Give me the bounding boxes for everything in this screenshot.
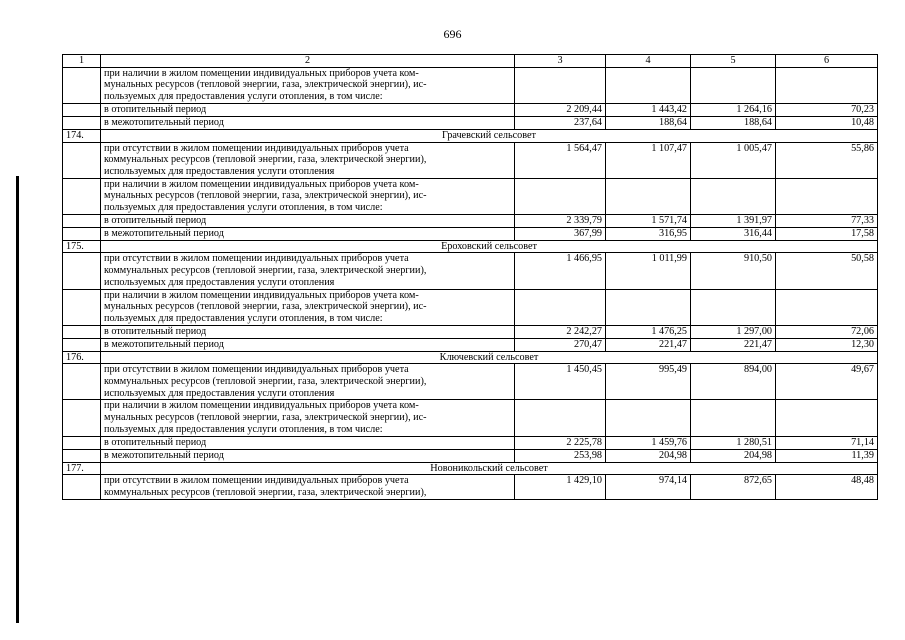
description-cell: в межотопительный период [101,227,515,240]
index-cell [63,449,101,462]
value-cell: 1 571,74 [606,214,691,227]
header-cell: 4 [606,55,691,68]
table-row [63,214,878,227]
description-cell: в межотопительный период [101,338,515,351]
index-cell [63,227,101,240]
table-row [63,178,878,214]
value-cell: 72,06 [776,325,878,338]
value-cell: 872,65 [691,475,776,499]
index-cell [63,116,101,129]
description-cell: при наличии в жилом помещении индивидуальных приборов учета ком- мунальных ресурсов (тепловой энергии, газа, электрической энергии), ис- пользуемых для предоставления услуги отопления, в том числе: [101,400,515,436]
value-cell: 237,64 [515,116,606,129]
section-number: 176. [63,351,101,364]
index-cell [63,178,101,214]
table-row [63,400,878,436]
value-cell [515,289,606,325]
value-cell: 974,14 [606,475,691,499]
value-cell: 1 450,45 [515,364,606,400]
description-cell: при отсутствии в жилом помещении индивидуальных приборов учета коммунальных ресурсов (тепловой энергии, газа, электрической энергии), [101,475,515,499]
table-row [63,436,878,449]
description-cell: в межотопительный период [101,449,515,462]
index-cell [63,289,101,325]
table-row [63,142,878,178]
table-row [63,103,878,116]
table-row [63,475,878,499]
header-cell: 6 [776,55,878,68]
value-cell [691,289,776,325]
table-row [63,289,878,325]
header-row [63,55,878,68]
value-cell: 2 339,79 [515,214,606,227]
section-title: Новоникольский сельсовет [101,462,878,475]
value-cell [776,178,878,214]
header-cell: 3 [515,55,606,68]
description-cell: при наличии в жилом помещении индивидуальных приборов учета ком- мунальных ресурсов (тепловой энергии, газа, электрической энергии), ис- пользуемых для предоставления услуги отопления, в том числе: [101,178,515,214]
value-cell: 1 564,47 [515,142,606,178]
value-cell [515,400,606,436]
value-cell: 1 011,99 [606,253,691,289]
table-body [63,55,878,500]
value-cell: 995,49 [606,364,691,400]
section-title: Ероховский сельсовет [101,240,878,253]
page-number: 696 [443,27,462,41]
index-cell [63,253,101,289]
section-number: 175. [63,240,101,253]
value-cell: 188,64 [691,116,776,129]
value-cell: 11,39 [776,449,878,462]
table-row [63,325,878,338]
value-cell: 50,58 [776,253,878,289]
value-cell: 10,48 [776,116,878,129]
description-cell: в отопительный период [101,103,515,116]
value-cell: 12,30 [776,338,878,351]
section-title: Ключевский сельсовет [101,351,878,364]
description-cell: при наличии в жилом помещении индивидуальных приборов учета ком- мунальных ресурсов (тепловой энергии, газа, электрической энергии), ис- пользуемых для предоставления услуги отопления, в том числе: [101,67,515,103]
value-cell [515,67,606,103]
header-cell: 5 [691,55,776,68]
value-cell [606,67,691,103]
value-cell: 1 391,97 [691,214,776,227]
value-cell [776,289,878,325]
index-cell [63,142,101,178]
value-cell: 77,33 [776,214,878,227]
value-cell: 1 297,00 [691,325,776,338]
index-cell [63,103,101,116]
description-cell: в межотопительный период [101,116,515,129]
table-row [63,449,878,462]
value-cell [776,67,878,103]
table-row [63,116,878,129]
value-cell: 1 005,47 [691,142,776,178]
header-cell: 2 [101,55,515,68]
tariff-table [62,54,878,500]
value-cell: 221,47 [691,338,776,351]
value-cell: 70,23 [776,103,878,116]
value-cell: 221,47 [606,338,691,351]
description-cell: при отсутствии в жилом помещении индивидуальных приборов учета коммунальных ресурсов (тепловой энергии, газа, электрической энергии), используемых для предоставления услуги отопления [101,253,515,289]
section-number: 174. [63,129,101,142]
value-cell [691,178,776,214]
value-cell: 1 429,10 [515,475,606,499]
description-cell: при отсутствии в жилом помещении индивидуальных приборов учета коммунальных ресурсов (тепловой энергии, газа, электрической энергии), используемых для предоставления услуги отопления [101,142,515,178]
description-cell: в отопительный период [101,214,515,227]
value-cell [691,67,776,103]
value-cell: 367,99 [515,227,606,240]
section-row [63,462,878,475]
value-cell: 2 242,27 [515,325,606,338]
description-cell: в отопительный период [101,325,515,338]
section-number: 177. [63,462,101,475]
value-cell [776,400,878,436]
value-cell: 55,86 [776,142,878,178]
index-cell [63,67,101,103]
header-cell: 1 [63,55,101,68]
table-row [63,253,878,289]
value-cell: 49,67 [776,364,878,400]
value-cell [606,289,691,325]
value-cell: 48,48 [776,475,878,499]
value-cell: 1 466,95 [515,253,606,289]
table-row [63,364,878,400]
index-cell [63,364,101,400]
value-cell: 253,98 [515,449,606,462]
value-cell: 1 476,25 [606,325,691,338]
table-row [63,67,878,103]
index-cell [63,400,101,436]
value-cell: 1 443,42 [606,103,691,116]
value-cell: 2 209,44 [515,103,606,116]
value-cell: 188,64 [606,116,691,129]
description-cell: в отопительный период [101,436,515,449]
description-cell: при наличии в жилом помещении индивидуальных приборов учета ком- мунальных ресурсов (тепловой энергии, газа, электрической энергии), ис- пользуемых для предоставления услуги отопления, в том числе: [101,289,515,325]
table-row [63,227,878,240]
section-title: Грачевский сельсовет [101,129,878,142]
value-cell [515,178,606,214]
index-cell [63,214,101,227]
scan-edge-bar [16,176,19,623]
value-cell: 1 280,51 [691,436,776,449]
table-row [63,338,878,351]
value-cell: 204,98 [606,449,691,462]
value-cell: 204,98 [691,449,776,462]
value-cell: 17,58 [776,227,878,240]
value-cell: 910,50 [691,253,776,289]
description-cell: при отсутствии в жилом помещении индивидуальных приборов учета коммунальных ресурсов (тепловой энергии, газа, электрической энергии), используемых для предоставления услуги отопления [101,364,515,400]
index-cell [63,338,101,351]
value-cell: 894,00 [691,364,776,400]
value-cell: 1 264,16 [691,103,776,116]
section-row [63,351,878,364]
value-cell [691,400,776,436]
value-cell: 71,14 [776,436,878,449]
section-row [63,240,878,253]
index-cell [63,325,101,338]
value-cell: 316,44 [691,227,776,240]
value-cell: 270,47 [515,338,606,351]
value-cell: 2 225,78 [515,436,606,449]
index-cell [63,436,101,449]
section-row [63,129,878,142]
value-cell [606,178,691,214]
value-cell: 1 107,47 [606,142,691,178]
value-cell: 316,95 [606,227,691,240]
value-cell [606,400,691,436]
value-cell: 1 459,76 [606,436,691,449]
index-cell [63,475,101,499]
